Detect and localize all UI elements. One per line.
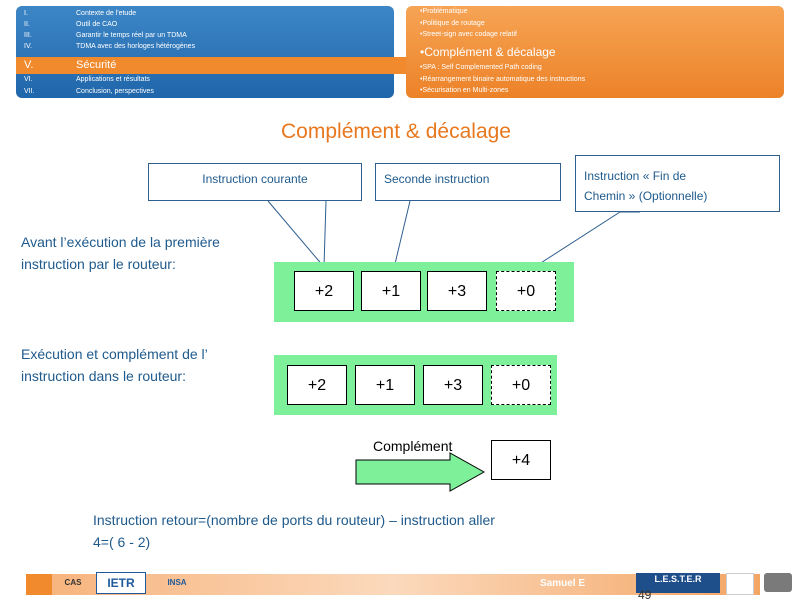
outline-number: I. — [24, 10, 28, 17]
outline-label: TDMA avec des horloges hétérogènes — [76, 43, 196, 50]
slide-title: Complément & décalage — [281, 120, 511, 143]
university-logo — [726, 573, 754, 595]
pointer-current — [268, 201, 326, 267]
ietr-logo: IETR — [96, 572, 146, 594]
instruction-cell: +1 — [361, 271, 421, 311]
outline-item[interactable] — [16, 74, 394, 85]
callout-text: Seconde instruction — [384, 172, 490, 186]
text-line: Exécution et complément de l’ — [21, 346, 208, 362]
outline-label: Outil de CAO — [76, 21, 118, 28]
outline-number: III. — [24, 32, 32, 39]
complement-label: Complément — [373, 438, 453, 454]
callout-text: Instruction « Fin de — [584, 169, 687, 183]
footer-author: Samuel E — [540, 578, 586, 589]
lester-logo: L.E.S.T.E.R — [636, 573, 720, 593]
outline-item-active[interactable] — [16, 57, 394, 74]
text-line: Avant l’exécution de la première — [21, 234, 220, 250]
footer-accent-block — [26, 574, 52, 595]
subsection-item[interactable]: •Sécurisation en Multi-zones — [420, 87, 509, 94]
instruction-cell: +3 — [423, 365, 483, 405]
outline-number: V. — [24, 59, 34, 71]
callout-current-instruction — [148, 163, 362, 201]
instruction-cell: +3 — [427, 271, 487, 311]
before-execution-text — [21, 231, 261, 275]
page-number: 49 — [638, 588, 652, 600]
outline-item[interactable] — [16, 41, 394, 52]
outline-label: Conclusion, perspectives — [76, 88, 154, 95]
insa-logo: INSA — [167, 578, 187, 587]
subsection-item[interactable]: •Réarrangement binaire automatique des instructions — [420, 76, 586, 83]
text-line: instruction dans le routeur: — [21, 368, 186, 384]
outline-item[interactable] — [16, 19, 394, 30]
outline-number: IV. — [24, 43, 32, 50]
pointer-end — [533, 212, 640, 268]
callout-end-of-path — [575, 155, 780, 212]
subsection-item-current[interactable]: •Complément & décalage — [420, 45, 556, 59]
formula-example: 4=( 6 - 2) — [93, 534, 151, 550]
outline-item[interactable] — [16, 30, 394, 41]
outline-number: VII. — [24, 88, 35, 95]
outline-label: Garantir le temps réel par un TDMA — [76, 32, 187, 39]
outline-label: Contexte de l'etude — [76, 10, 137, 17]
formula-text: Instruction retour=(nombre de ports du routeur) – instruction aller — [93, 512, 495, 528]
pointer-second — [394, 201, 410, 268]
instruction-cell-optional: +0 — [496, 271, 556, 311]
subsection-item[interactable]: •SPA : Self Complemented Path coding — [420, 64, 542, 71]
instruction-cell: +1 — [355, 365, 415, 405]
footer-corner-block — [764, 573, 792, 592]
instruction-cell-optional: +0 — [491, 365, 551, 405]
outline-label: Sécurité — [76, 59, 117, 71]
subsection-item[interactable]: •Problématique — [420, 8, 468, 15]
execution-text — [21, 343, 261, 387]
outline-number: VI. — [24, 76, 33, 83]
subsection-item[interactable]: •Street-sign avec codage relatif — [420, 31, 518, 38]
outline-item[interactable] — [16, 86, 394, 97]
outline-number: II. — [24, 21, 30, 28]
outline-label: Applications et résultats — [76, 76, 150, 83]
text-line: instruction par le routeur: — [21, 256, 176, 272]
callout-text: Chemin » (Optionnelle) — [584, 189, 708, 203]
subsection-item[interactable]: •Politique de routage — [420, 20, 485, 27]
outline-panel — [16, 6, 394, 98]
subsection-panel — [406, 6, 784, 98]
callout-text: Instruction courante — [202, 172, 308, 186]
instruction-cell: +2 — [294, 271, 354, 311]
callout-second-instruction — [375, 163, 561, 201]
outline-item[interactable] — [16, 8, 394, 19]
complement-arrow-icon — [355, 452, 485, 492]
cas-logo: CAS — [64, 578, 82, 587]
active-section-bridge — [394, 57, 406, 74]
complement-result-cell: +4 — [491, 440, 551, 480]
instruction-cell: +2 — [287, 365, 347, 405]
